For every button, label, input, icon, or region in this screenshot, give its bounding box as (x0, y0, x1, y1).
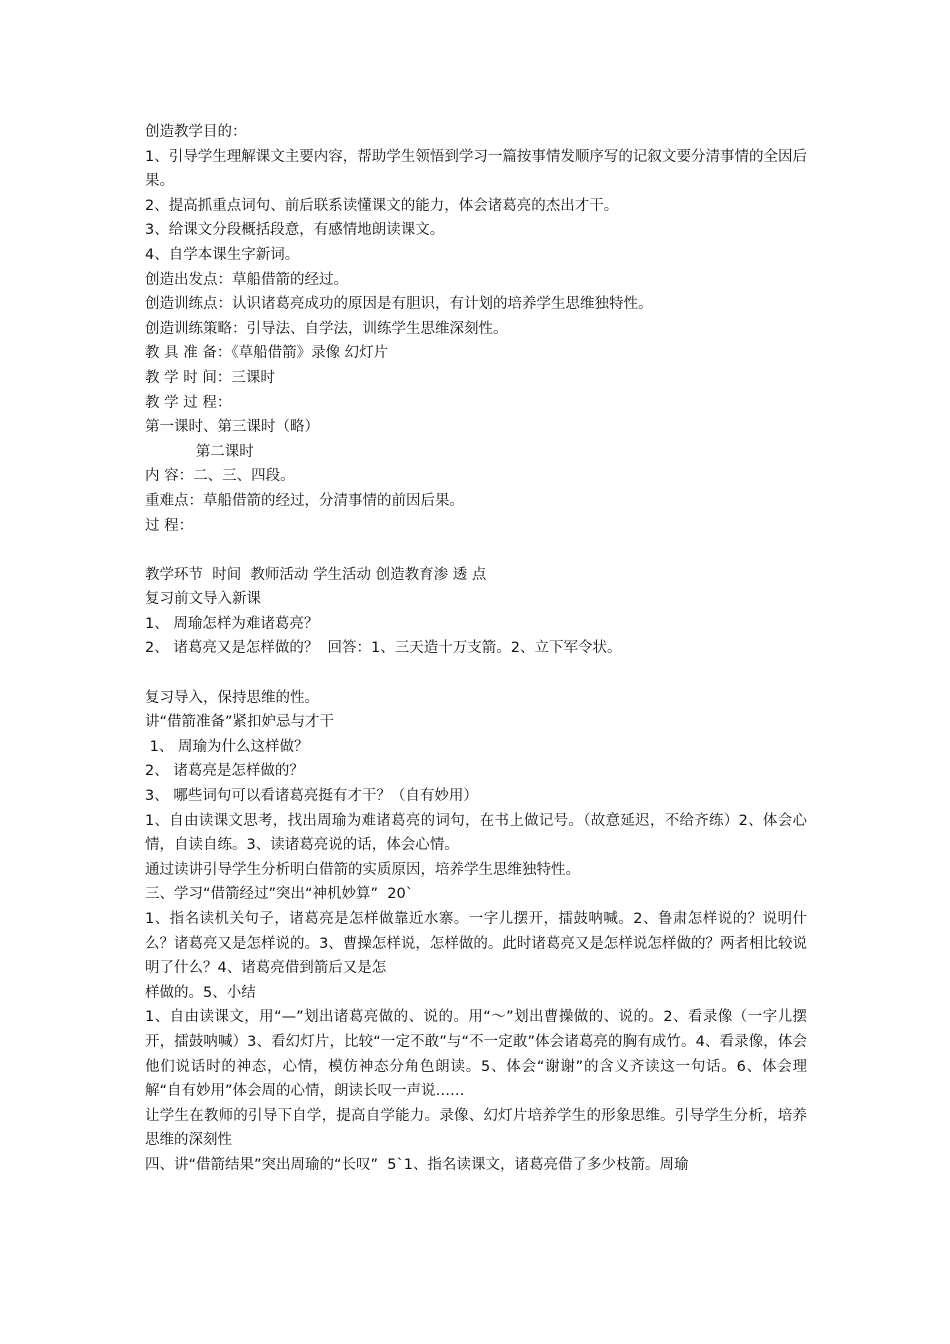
starting-point: 创造出发点：草船借箭的经过。 (145, 271, 348, 288)
review-heading: 复习前文导入新课 (145, 591, 261, 608)
process-section-heading: 三、学习“借箭经过”突出“神机妙算” 20` (145, 886, 413, 903)
blank-line (145, 538, 807, 563)
table-header-line: 教学环节 时间 教师活动 学生活动 创造教育渗 透 点 (145, 566, 487, 583)
preparation-question-3: 3、 哪些词句可以看诸葛亮挺有才干？（自有妙用） (145, 788, 478, 805)
training-strategy: 创造训练策略：引导法、自学法，训练学生思维深刻性。 (145, 320, 508, 337)
process-activities: 1、指名读机关句子，诸葛亮是怎样做靠近水寨。一字儿摆开，擂鼓呐喊。2、鲁肃怎样说的？说明什么？诸葛亮又是怎样说的。3、曹操怎样说，怎样做的。此时诸葛亮又是怎样说怎样做的？两者相比较说明了什么？4、诸葛亮借到箭后又是怎 (145, 911, 807, 977)
preparation-note: 通过读讲引导学生分析明白借箭的实质原因，培养学生思维独特性。 (145, 861, 580, 878)
preparation-activities: 1、自由读课文思考，找出周瑜为难诸葛亮的词句，在书上做记号。（故意延迟，不给齐练）2、体会心情，自读自练。3、读诸葛亮说的话，体会心情。 (145, 812, 807, 854)
blank-line (145, 661, 807, 686)
preparation-heading: 讲“借箭准备”紧扣妒忌与才干 (145, 714, 335, 731)
review-question-2: 2、 诸葛亮又是怎样做的？ 回答：1、三天造十万支箭。2、立下军令状。 (145, 640, 622, 657)
objective-item-2: 2、提高抓重点词句、前后联系读懂课文的能力，体会诸葛亮的杰出才干。 (145, 197, 619, 214)
student-activities: 1、自由读课文，用“—”划出诸葛亮做的、说的。用“～”划出曹操做的、说的。2、看录像（一字儿摆开，擂鼓呐喊）3、看幻灯片，比较“一定不敢”与“不一定敢”体会诸葛亮的胸有成竹。4、看录像，体会他们说话时的神态，心情，模仿神态分角色朗读。5、体会“谢谢”的含义齐读这一句话。6、体会理解“自有妙用”体会周的心情，朗读长叹一声说…… (145, 1009, 807, 1100)
review-note: 复习导入，保持思维的性。 (145, 689, 319, 706)
lesson-content: 内 容：二、三、四段。 (145, 468, 295, 485)
result-section-heading: 四、讲“借箭结果”突出周瑜的“长叹” 5`1、指名读课文，诸葛亮借了多少枝箭。周瑜 (145, 1156, 689, 1173)
objective-item-1: 1、引导学生理解课文主要内容，帮助学生领悟到学习一篇按事情发顺序写的记叙文要分清事情的全因后果。 (145, 148, 807, 190)
section-heading-objectives: 创造教学目的： (145, 124, 247, 140)
objective-item-4: 4、自学本课生字新词。 (145, 246, 300, 263)
preparation-question-1: 1、 周瑜为什么这样做？ (145, 738, 309, 755)
teaching-process-heading: 教 学 过 程： (145, 394, 232, 411)
preparation-question-2: 2、 诸葛亮是怎样做的？ (145, 763, 304, 780)
teaching-time: 教 学 时 间：三课时 (145, 369, 275, 386)
review-question-1: 1、 周瑜怎样为难诸葛亮？ (145, 615, 319, 632)
student-activities-note: 让学生在教师的引导下自学，提高自学能力。录像、幻灯片培养学生的形象思维。引导学生分析，培养思维的深刻性 (145, 1107, 807, 1149)
key-difficulty: 重难点：草船借箭的经过，分清事情的前因后果。 (145, 492, 464, 509)
lesson-two-heading: 第二课时 (145, 443, 254, 460)
process-heading: 过 程： (145, 517, 194, 534)
document-body (145, 120, 807, 1178)
lesson-one-three: 第一课时、第三课时（略） (145, 419, 319, 436)
training-point: 创造训练点：认识诸葛亮成功的原因是有胆识，有计划的培养学生思维独特性。 (145, 296, 653, 313)
process-summary: 样做的。5、小结 (145, 984, 256, 1001)
objective-item-3: 3、给课文分段概括段意，有感情地朗读课文。 (145, 222, 445, 239)
teaching-aids: 教 具 准 备：《草船借箭》录像 幻灯片 (145, 345, 389, 362)
